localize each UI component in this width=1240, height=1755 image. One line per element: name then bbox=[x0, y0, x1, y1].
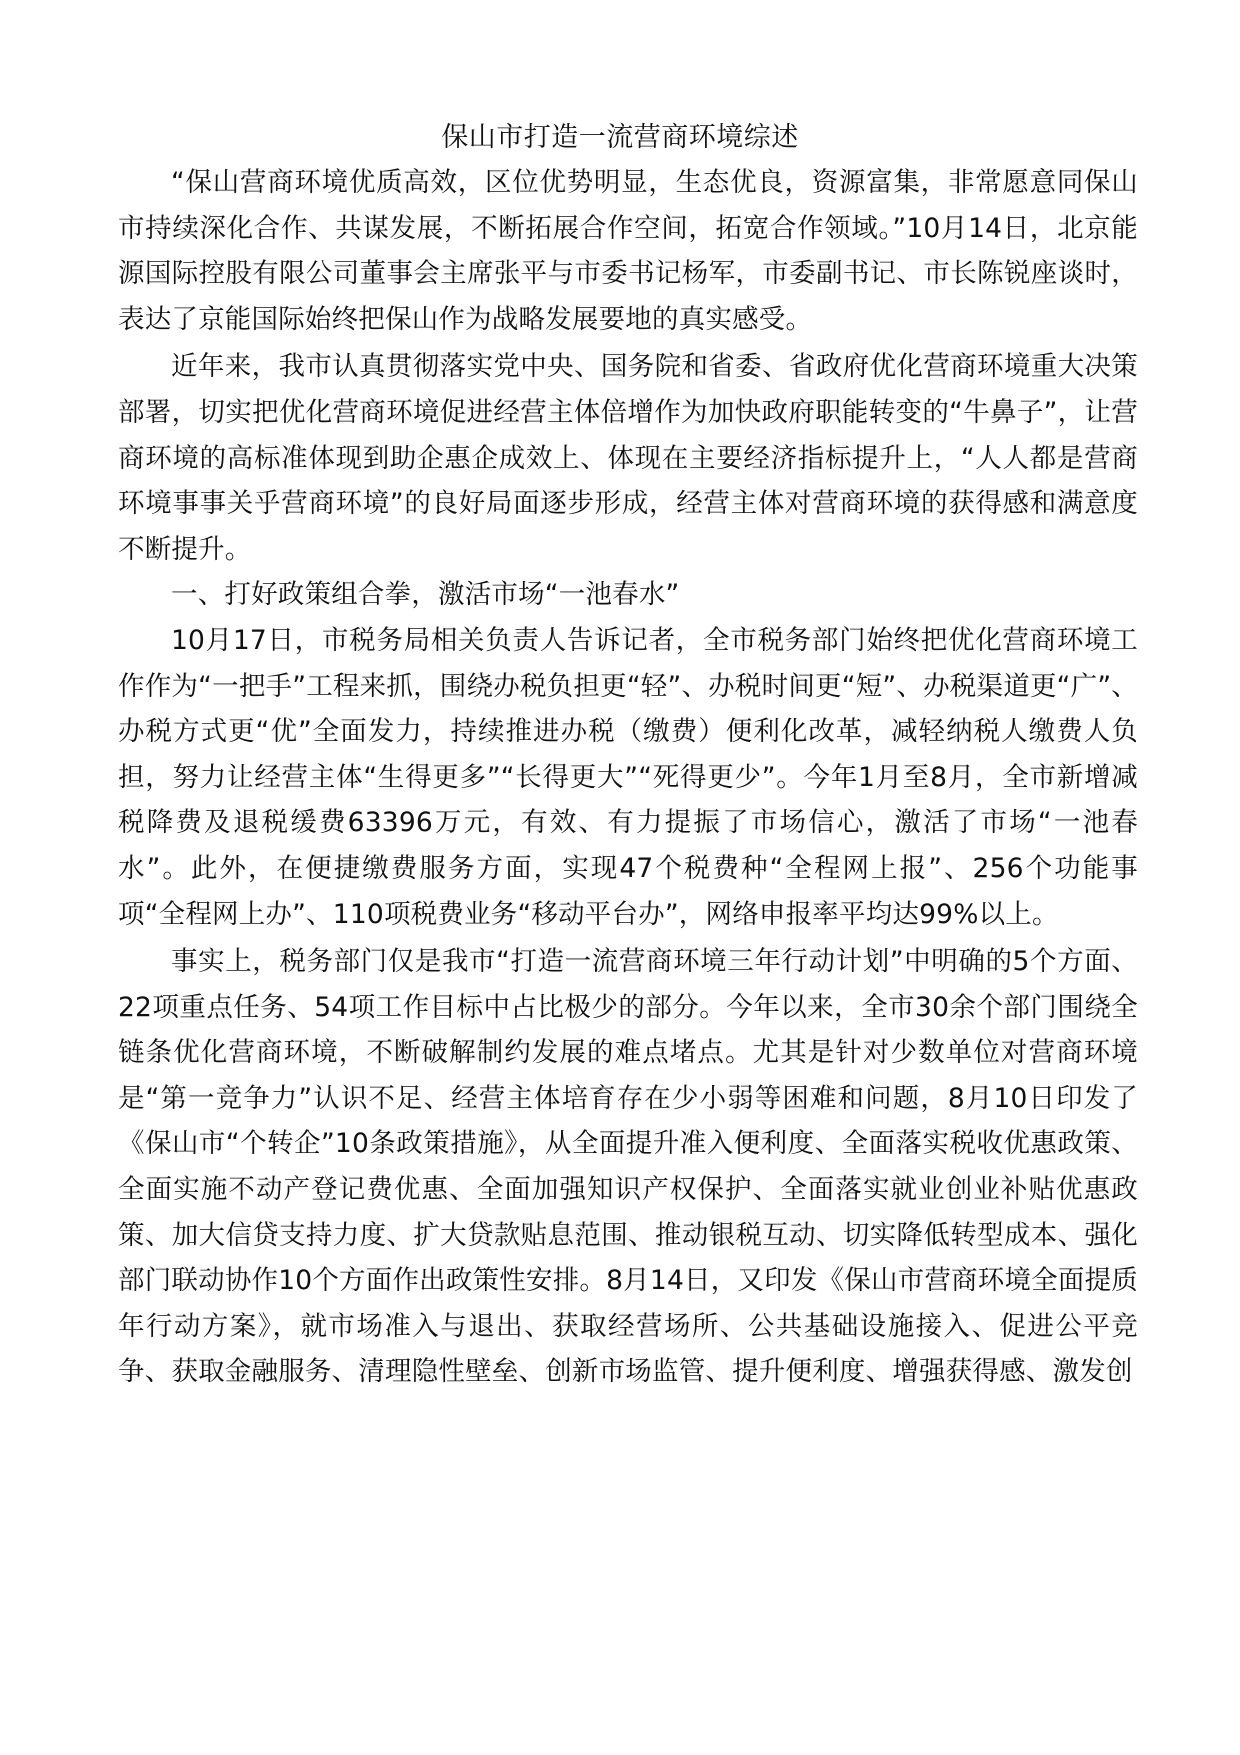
document-title: 保山市打造一流营商环境综述 bbox=[441, 122, 799, 153]
document-body bbox=[118, 160, 1138, 1395]
paragraph-tax: 10月17日，市税务局相关负责人告诉记者，全市税务部门始终把优化营商环境工作作为“一把手”工程来抓，围绕办税负担更“轻”、办税时间更“短”、办税渠道更“广”、办税方式更“优”全面发力，持续推进办税（缴费）便利化改革，减轻纳税人缴费人负担，努力让经营主体“生得更多”“长得更大”“死得更少”。今年1月至8月，全市新增减税降费及退税缓费63396万元，有效、有力提振了市场信心，激活了市场“一池春水”。此外，在便捷缴费服务方面，实现47个税费种“全程网上报”、256个功能事项“全程网上办”、110项税费业务“移动平台办”，网络申报率平均达99%以上。 bbox=[118, 624, 1138, 930]
paragraph-overview: 近年来，我市认真贯彻落实党中央、国务院和省委、省政府优化营商环境重大决策部署，切实把优化营商环境促进经营主体倍增作为加快政府职能转变的“牛鼻子”，让营商环境的高标准体现到助企惠企成效上、体现在主要经济指标提升上，“人人都是营商环境事事关乎营商环境”的良好局面逐步形成，经营主体对营商环境的获得感和满意度不断提升。 bbox=[118, 351, 1138, 565]
section-heading-1: 一、打好政策组合拳，激活市场“一池春水” bbox=[171, 579, 680, 611]
paragraph-quote: “保山营商环境优质高效，区位优势明显，生态优良，资源富集，非常愿意同保山市持续深化合作、共谋发展，不断拓展合作空间，拓宽合作领域。”10月14日，北京能源国际控股有限公司董事会主席张平与市委书记杨军，市委副书记、市长陈锐座谈时，表达了京能国际始终把保山作为战略发展要地的真实感受。 bbox=[118, 167, 1138, 335]
paragraph-policy: 事实上，税务部门仅是我市“打造一流营商环境三年行动计划”中明确的5个方面、22项重点任务、54项工作目标中占比极少的部分。今年以来，全市30余个部门围绕全链条优化营商环境，不断破解制约发展的难点堵点。尤其是针对少数单位对营商环境是“第一竞争力”认识不足、经营主体培育存在少小弱等困难和问题，8月10日印发了《保山市“个转企”10条政策措施》，从全面提升准入便利度、全面落实税收优惠政策、全面实施不动产登记费优惠、全面加强知识产权保护、全面落实就业创业补贴优惠政策、加大信贷支持力度、扩大贷款贴息范围、推动银税互动、切实降低转型成本、强化部门联动协作10个方面作出政策性安排。8月14日，又印发《保山市营商环境全面提质年行动方案》，就市场准入与退出、获取经营场所、公共基础设施接入、促进公平竞争、获取金融服务、清理隐性壁垒、创新市场监管、提升便利度、增强获得感、激发创 bbox=[118, 946, 1138, 1388]
